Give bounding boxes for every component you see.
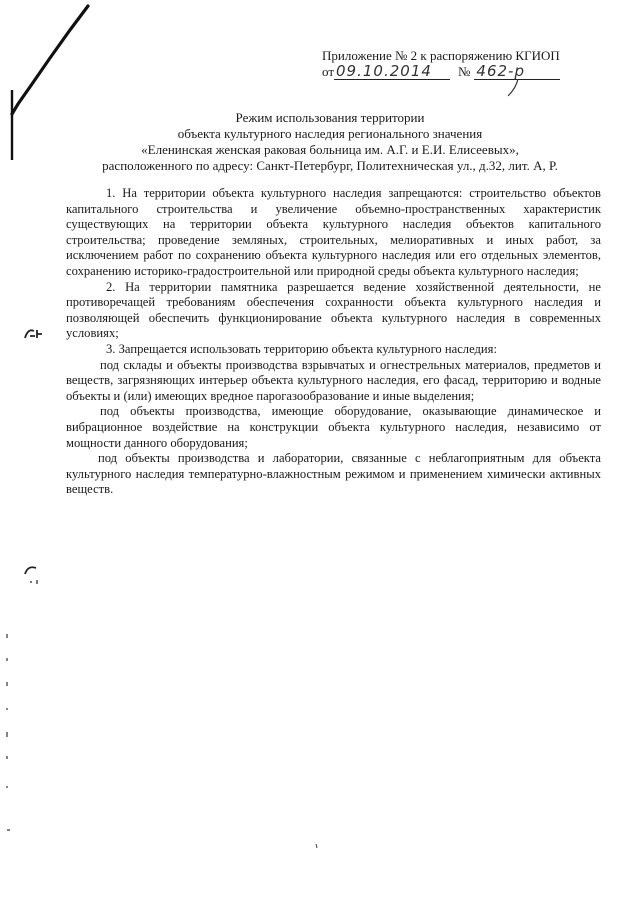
- date-prefix: от: [322, 64, 335, 79]
- title-line-4: расположенного по адресу: Санкт-Петербург, Политехническая ул., д.32, лит. А, Р.: [102, 158, 558, 173]
- paragraph-restriction-3: под объекты производства и лаборатории, связанные с неблагоприятным для объекта культурного наследия температурно-влажностным режимом и применением химически активных веществ.: [66, 451, 601, 497]
- paragraph-3: 3. Запрещается использовать территорию объекта культурного наследия:: [106, 341, 497, 356]
- date-number-line: [322, 64, 622, 80]
- document-title: [40, 110, 620, 174]
- scan-margin-mark-1: [22, 326, 48, 342]
- paragraph-1: 1. На территории объекта культурного наследия запрещаются: строительство объектов капитального строительства и увеличение объемно-пространственных характеристик существующих на территории объекта культурного наследия объектов капитального строительства; проведение земляных, строительных, мелиоративных и иных работ, за исключением работ по сохранению объекта культурного наследия или его отдельных элементов, сохранению историко-градостроительной или природной среды объекта культурного наследия;: [66, 186, 601, 278]
- scan-margin-mark-2: [22, 564, 46, 586]
- scan-margin-specks: [4, 620, 14, 850]
- paragraph-2: 2. На территории памятника разрешается ведение хозяйственной деятельности, не противоречащей требованиям обеспечения сохранности объекта культурного наследия и позволяющей обеспечить функционирование объекта культурного наследия в современных условиях;: [66, 279, 601, 341]
- title-line-2: объекта культурного наследия регионального значения: [177, 126, 483, 141]
- title-line-3: «Еленинская женская раковая больница им. А.Г. и Е.И. Елисеевых»,: [141, 142, 519, 157]
- annex-line: Приложение № 2 к распоряжению КГИОП: [322, 48, 560, 63]
- scan-speck-bottom: [314, 842, 320, 850]
- title-line-1: Режим использования территории: [235, 110, 425, 125]
- paragraph-restriction-2: под объекты производства, имеющие оборудование, оказывающие динамическое и вибрационное воздействие на конструкции объекта культурного наследия, независимо от мощности данного оборудования;: [66, 404, 601, 450]
- number-prefix: №: [458, 64, 471, 79]
- paragraph-restriction-1: под склады и объекты производства взрывчатых и огнестрельных материалов, предметов и веществ, загрязняющих интерьер объекта культурного наследия, его фасад, территорию и водные объекты и (или) имеющих вредное парогазообразование и иные выделения;: [66, 357, 601, 403]
- order-reference: [322, 48, 622, 80]
- handwritten-tail-stroke: [506, 78, 522, 98]
- handwritten-date: 09.10.2014: [334, 64, 450, 80]
- handwritten-number: 462-р: [474, 64, 560, 80]
- document-body: [66, 186, 601, 498]
